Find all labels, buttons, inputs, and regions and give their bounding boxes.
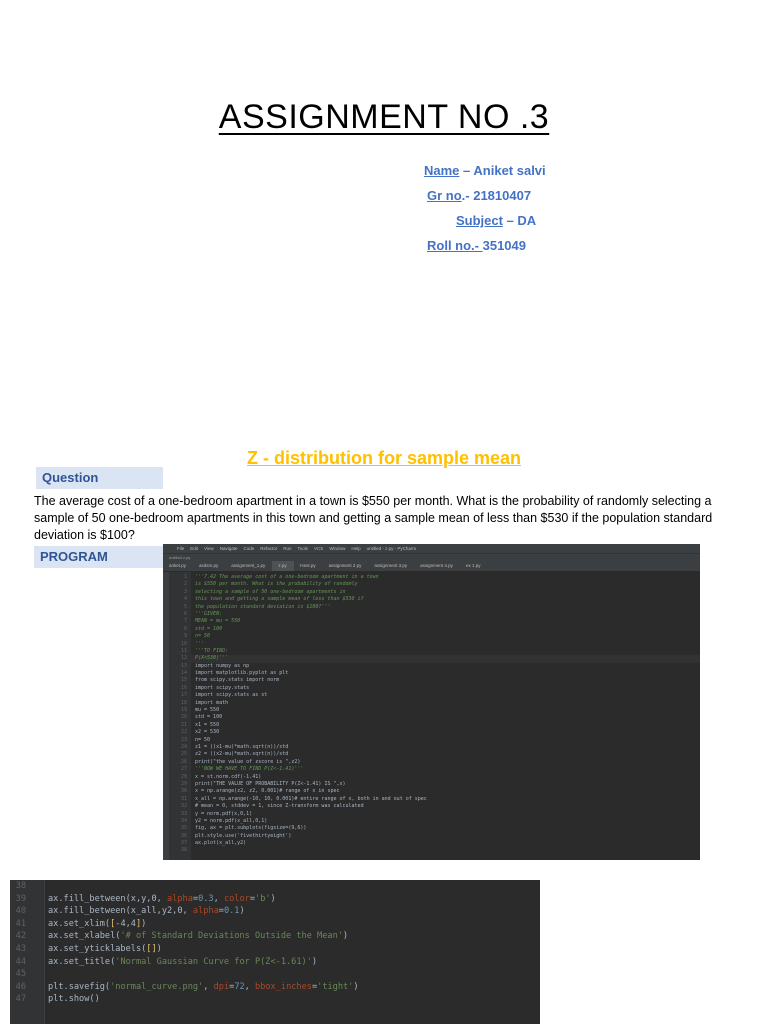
roll-line — [427, 238, 526, 253]
subject-value: – DA — [502, 213, 537, 228]
code-text: plt.savefig('normal_curve.png', dpi=72, bbox_inches='tight') — [48, 981, 359, 992]
line-number: 32 — [180, 803, 187, 810]
code-text: P(X<530)''' — [195, 655, 229, 662]
ide-code-line — [169, 655, 700, 662]
code-text: ax.set_yticklabels([]) — [48, 943, 162, 954]
line-number: 14 — [180, 670, 187, 677]
line-number: 30 — [180, 788, 187, 795]
line-number: 11 — [180, 647, 187, 654]
ide-tab[interactable]: z.py — [272, 561, 293, 571]
ide-code-line — [169, 781, 700, 788]
line-number: 35 — [180, 825, 187, 832]
assignment-title: ASSIGNMENT NO .3 — [218, 98, 550, 136]
line-number: 22 — [180, 729, 187, 736]
line-number: 19 — [180, 707, 187, 714]
name-value: – Aniket salvi — [459, 163, 546, 178]
ide-tab[interactable]: assignment_1.py — [231, 563, 266, 568]
line-number: 3 — [183, 588, 187, 595]
line-number: 38 — [180, 847, 187, 854]
ide-tab[interactable]: t-test.py — [299, 563, 316, 568]
line-number: 2 — [183, 581, 187, 588]
line-number: 27 — [180, 766, 187, 773]
ide-code-line — [169, 589, 700, 596]
ide-tab[interactable]: assignment 4.py — [420, 563, 453, 568]
code-text: plt.style.use('fivethirtyeight') — [195, 832, 292, 839]
subject-key: Subject — [456, 213, 503, 228]
line-number: 12 — [180, 655, 187, 662]
ide-menu-item[interactable]: View — [204, 546, 214, 551]
line-number: 17 — [180, 692, 187, 699]
code-text: ax.plot(x_all,y2) — [195, 840, 247, 847]
line-number: 38 — [15, 881, 26, 891]
ide-code-line — [169, 796, 700, 803]
ide-code-line — [169, 737, 700, 744]
code-text — [191, 847, 195, 854]
ide-code-line — [169, 766, 700, 773]
code-text: x = np.arange(z2, z2, 0.001)# range of x in spec — [195, 788, 340, 795]
ide-breadcrumb: untitled z.py — [163, 553, 700, 561]
line-number: 40 — [15, 906, 26, 917]
ide-tab[interactable]: anket.py — [169, 563, 187, 568]
ide-code-line — [169, 692, 700, 699]
code-text: y2 = norm.pdf(x_all,0,1) — [195, 817, 268, 824]
ide-menu-item[interactable]: Refactor — [260, 546, 278, 551]
ide-code-line — [169, 825, 700, 832]
line-number: 26 — [180, 758, 187, 765]
code-text: print("the value of zscore is ",z2) — [195, 758, 301, 765]
roll-key: Roll no.- — [427, 238, 483, 253]
line-number: 1 — [183, 574, 187, 580]
ide-menu-item[interactable]: Run — [283, 546, 292, 551]
line-number: 39 — [15, 893, 26, 904]
code-text: import matplotlib.pyplot as plt — [195, 670, 289, 677]
code-text: z1 = ((x1-mu)*math.sqrt(n))/std — [195, 743, 289, 750]
ide-menu-item[interactable]: File — [177, 546, 185, 551]
ide-tab[interactable]: ex 1.py — [465, 563, 481, 568]
ide-code-line — [169, 626, 700, 633]
code-text: x1 = 550 — [195, 721, 220, 728]
code-line — [10, 981, 540, 994]
roll-value: 351049 — [482, 238, 526, 253]
code-text: std = 100 — [195, 714, 223, 721]
ide-menu-item[interactable]: Code — [243, 546, 255, 551]
code-text: y = norm.pdf(x,0,1) — [195, 810, 253, 817]
ide-code-lines — [169, 574, 700, 855]
code-text: fig, ax = plt.subplots(figsize=(9,6)) — [195, 825, 307, 832]
line-number: 43 — [15, 943, 26, 954]
code-text: n= 50 — [195, 736, 211, 743]
ide-code-line — [169, 596, 700, 603]
code-lines — [10, 880, 540, 1006]
code-text: ax.set_xlim([-4,4]) — [48, 918, 147, 929]
code-text: plt.show() — [48, 994, 100, 1005]
code-text: x = st.norm.cdf(-1.41) — [195, 773, 262, 780]
gr-line — [427, 188, 531, 203]
ide-code-line — [169, 744, 700, 751]
code-line — [10, 930, 540, 943]
ide-code-line — [169, 641, 700, 648]
code-text: ax.set_xlabel('# of Standard Deviations Outside the Mean') — [48, 931, 349, 942]
program-label: PROGRAM — [34, 546, 175, 568]
ide-editor — [163, 572, 700, 860]
ide-code-line — [169, 707, 700, 714]
line-number: 41 — [15, 918, 26, 929]
line-number: 5 — [183, 603, 187, 610]
line-number: 16 — [180, 684, 187, 691]
code-line — [10, 956, 540, 969]
subject-line — [456, 213, 536, 228]
line-number: 10 — [180, 640, 187, 647]
line-number: 6 — [183, 610, 187, 617]
code-text: this town and getting a sample mean of less than $530 if — [195, 596, 364, 603]
code-text: std = 100 — [195, 625, 223, 632]
section-title: Z - distribution for sample mean — [246, 448, 522, 468]
code-line — [10, 893, 540, 906]
ide-menu-item[interactable]: Navigate — [219, 546, 238, 551]
code-text: the population standard deviation is $100?''' — [195, 603, 331, 610]
code-text: mu = 550 — [195, 707, 220, 714]
code-text: '''GIVEN: — [195, 610, 223, 617]
question-text: The average cost of a one-bedroom apartment in a town is $550 per month. What is the probability of randomly selecting a sample of 50 one-bedroom apartments in this town and getting a sample mean of less than $530 if the population standard deviation is $100? — [34, 494, 713, 542]
ide-code-line — [169, 633, 700, 640]
ide-menu-bar — [163, 544, 700, 553]
question-label: Question — [36, 467, 163, 489]
ide-code-line — [169, 729, 700, 736]
ide-code-line — [169, 611, 700, 618]
ide-code-line — [169, 759, 700, 766]
code-text: z2 = ((x2-mu)*math.sqrt(n))/std — [195, 751, 289, 758]
ide-menu-item[interactable]: Edit — [190, 546, 199, 551]
name-line — [424, 163, 546, 178]
gr-key: Gr no — [427, 188, 462, 203]
gr-value: .- 21810407 — [461, 188, 532, 203]
code-screenshot — [10, 880, 540, 1024]
code-text: import scipy.stats — [195, 684, 250, 691]
ide-menu-item[interactable]: VCS — [314, 546, 324, 551]
code-text: MEAN = mu = 550 — [195, 618, 241, 625]
code-text: selecting a sample of 50 one-bedroom apartments in — [195, 588, 346, 595]
ide-code-line — [169, 803, 700, 810]
line-number: 4 — [183, 596, 187, 603]
code-text: '''TO FIND: — [195, 647, 229, 654]
line-number: 28 — [180, 773, 187, 780]
ide-code-line — [169, 714, 700, 721]
line-number: 45 — [15, 969, 26, 980]
code-text: # mean = 0, stddev = 1, since Z-transform was calculated — [195, 803, 364, 810]
ide-code-line — [169, 847, 700, 854]
line-number: 9 — [183, 633, 187, 640]
ide-tab-bar — [163, 561, 700, 572]
ide-code-line — [169, 751, 700, 758]
line-number: 36 — [180, 832, 187, 839]
ide-menu-item[interactable]: untitled - z.py - PyCharm — [366, 546, 417, 551]
code-line — [10, 918, 540, 931]
code-text — [26, 880, 48, 893]
ide-menu-item[interactable]: Window — [329, 546, 346, 551]
code-line — [10, 968, 540, 981]
code-text: n= 50 — [195, 633, 211, 640]
ide-code-line — [169, 811, 700, 818]
ide-code-line — [169, 774, 700, 781]
code-line — [10, 993, 540, 1006]
line-number: 44 — [15, 956, 26, 967]
ide-code-line — [169, 818, 700, 825]
code-text: '''NOW WE HAVE TO FIND P(Z<-1.41)''' — [195, 766, 304, 773]
ide-code-line — [169, 581, 700, 588]
line-number: 18 — [180, 699, 187, 706]
ide-tab[interactable]: assignment 2.py — [328, 563, 362, 568]
line-number: 42 — [15, 931, 26, 942]
code-text: x_all = np.arange(-10, 10, 0.001)# entire range of x, both in and out of spec — [195, 795, 427, 802]
ide-code-line — [169, 663, 700, 670]
ide-code-line — [169, 574, 700, 581]
code-text: print("THE VALUE OF PROBABILITY P(Z<-1.41) IS ",x) — [195, 780, 346, 787]
ide-menu-item[interactable]: Tools — [297, 546, 309, 551]
code-text: ax.set_title('Normal Gaussian Curve for P(Z<-1.61)') — [48, 956, 318, 967]
ide-code-line — [169, 833, 700, 840]
line-number: 33 — [180, 810, 187, 817]
code-line — [10, 880, 540, 893]
code-text: x2 = 530 — [195, 729, 220, 736]
line-number: 21 — [180, 721, 187, 728]
ide-code-line — [169, 670, 700, 677]
ide-code-line — [169, 618, 700, 625]
ide-code-line — [169, 677, 700, 684]
code-text — [26, 968, 48, 981]
code-text: is $550 per month. What is the probability of randomly — [195, 581, 358, 588]
ide-code-line — [169, 685, 700, 692]
ide-code-line — [169, 722, 700, 729]
line-number: 25 — [180, 751, 187, 758]
ide-code-line — [169, 648, 700, 655]
ide-code-line — [169, 840, 700, 847]
line-number: 47 — [15, 994, 26, 1005]
code-text: ax.fill_between(x_all,y2,0, alpha=0.1) — [48, 906, 245, 917]
code-text: import math — [195, 699, 229, 706]
code-line — [10, 905, 540, 918]
code-text: '''7.42 The average cost of a one-bedroom apartment in a town — [195, 574, 379, 580]
ide-code-line — [169, 700, 700, 707]
code-text: from scipy.stats import norm — [195, 677, 280, 684]
ide-screenshot — [163, 544, 700, 860]
ide-code-line — [169, 604, 700, 611]
line-number: 31 — [180, 795, 187, 802]
line-number: 24 — [180, 743, 187, 750]
code-text: ''' — [195, 640, 205, 647]
line-number: 34 — [180, 817, 187, 824]
code-text: import numpy as np — [195, 662, 250, 669]
line-number: 37 — [180, 840, 187, 847]
line-number: 20 — [180, 714, 187, 721]
code-text: import scipy.stats as st — [195, 692, 268, 699]
line-number: 8 — [183, 625, 187, 632]
ide-tab[interactable]: assignment 3.py — [374, 563, 408, 568]
line-number: 29 — [180, 780, 187, 787]
line-number: 23 — [180, 736, 187, 743]
line-number: 7 — [183, 618, 187, 625]
line-number: 46 — [15, 981, 26, 992]
ide-code-line — [169, 788, 700, 795]
code-text: ax.fill_between(x,y,0, alpha=0.3, color='b') — [48, 893, 276, 904]
ide-menu-item[interactable]: Help — [351, 546, 361, 551]
line-number: 15 — [180, 677, 187, 684]
name-key: Name — [424, 163, 460, 178]
code-line — [10, 943, 540, 956]
ide-tab[interactable]: asdsm.py — [199, 563, 219, 568]
line-number: 13 — [180, 662, 187, 669]
